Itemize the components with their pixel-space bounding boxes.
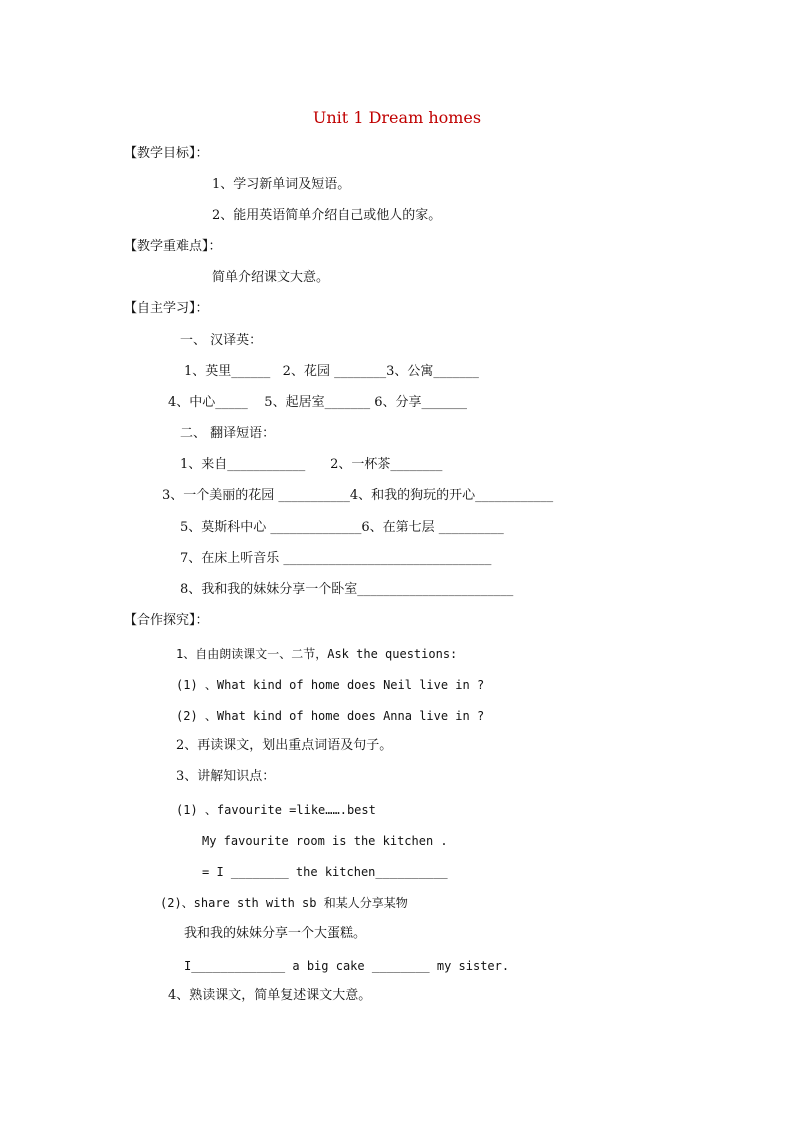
coop-line-9: (2)、share sth with sb 和某人分享某物 xyxy=(160,896,408,910)
section-heading-cooperative: 【合作探究】： xyxy=(124,613,209,628)
exercise-row-7: 8、我和我的妹妹分享一个卧室________________________ xyxy=(180,582,514,597)
subheading-translate-words: 一、 汉译英： xyxy=(180,333,263,348)
coop-line-5: 3、讲解知识点： xyxy=(176,769,276,784)
exercise-row-5: 5、莫斯科中心 ______________6、在第七层 __________ xyxy=(180,520,504,535)
exercise-row-6: 7、在床上听音乐 ________________________________ xyxy=(180,551,492,566)
exercise-row-4: 3、一个美丽的花园 ___________4、和我的狗玩的开心____________ xyxy=(162,488,554,503)
section-heading-key-points: 【教学重难点】： xyxy=(124,239,222,254)
exercise-row-3: 1、来自____________ 2、一杯茶________ xyxy=(180,457,443,472)
coop-line-2: (1) 、What kind of home does Neil live in ? xyxy=(176,678,485,692)
objective-line-2: 2、能用英语简单介绍自己或他人的家。 xyxy=(212,208,442,223)
objective-line-1: 1、学习新单词及短语。 xyxy=(212,177,351,192)
page-title: Unit 1 Dream homes xyxy=(312,108,482,127)
coop-line-12: 4、熟读课文，简单复述课文大意。 xyxy=(168,988,372,1003)
coop-line-10: 我和我的妹妹分享一个大蛋糕。 xyxy=(184,926,367,941)
exercise-row-2: 4、中心_____ 5、起居室_______ 6、分享_______ xyxy=(168,395,467,410)
key-point-line: 简单介绍课文大意。 xyxy=(212,270,330,285)
section-heading-objectives: 【教学目标】： xyxy=(124,146,209,161)
coop-line-1: 1、自由朗读课文一、二节，Ask the questions: xyxy=(176,647,458,661)
section-heading-self-study: 【自主学习】： xyxy=(124,301,209,316)
subheading-translate-phrases: 二、 翻译短语： xyxy=(180,426,276,441)
exercise-row-1: 1、英里______ 2、花园 ________3、公寓_______ xyxy=(184,364,479,379)
coop-line-6: (1) 、favourite =like…….best xyxy=(176,803,376,817)
coop-line-4: 2、再读课文，划出重点词语及句子。 xyxy=(176,738,393,753)
coop-line-11: I_____________ a big cake ________ my sister. xyxy=(184,959,510,973)
coop-line-3: (2) 、What kind of home does Anna live in ? xyxy=(176,709,485,723)
coop-line-8: = I ________ the kitchen__________ xyxy=(202,865,448,879)
coop-line-7: My favourite room is the kitchen . xyxy=(202,834,448,848)
